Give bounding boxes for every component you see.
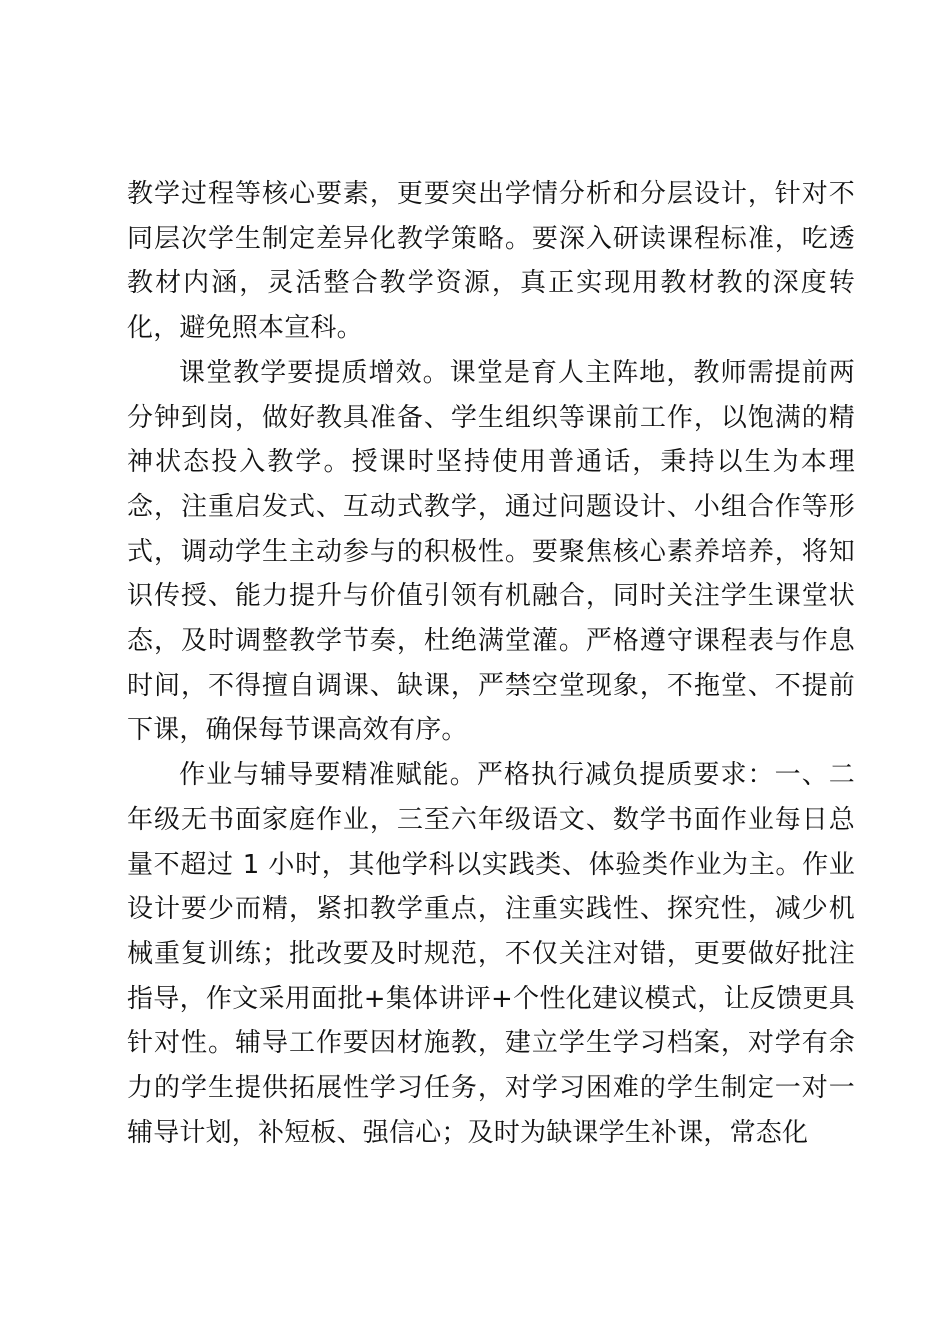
paragraph-homework-tutoring: 作业与辅导要精准赋能。严格执行减负提质要求：一、二年级无书面家庭作业，三至六年级语文、数学书面作业每日总量不超过 1 小时，其他学科以实践类、体验类作业为主。作业设计要少而精，紧扣教学重点，注重实践性、探究性，减少机械重复训练；批改要及时规范，不仅关注对错，更要做好批注指导，作文采用面批+集体讲评+个性化建议模式，让反馈更具针对性。辅导工作要因材施教，建立学生学习档案，对学有余力的学生提供拓展性学习任务，对学习困难的学生制定一对一辅导计划，补短板、强信心；及时为缺课学生补课，常态化 (127, 760, 855, 1148)
paragraph-classroom-teaching: 课堂教学要提质增效。课堂是育人主阵地，教师需提前两分钟到岗，做好教具准备、学生组织等课前工作，以饱满的精神状态投入教学。授课时坚持使用普通话，秉持以生为本理念，注重启发式、互动式教学，通过问题设计、小组合作等形式，调动学生主动参与的积极性。要聚焦核心素养培养，将知识传授、能力提升与价值引领有机融合，同时关注学生课堂状态，及时调整教学节奏，杜绝满堂灌。严格遵守课程表与作息时间，不得擅自调课、缺课，严禁空堂现象，不拖堂、不提前下课，确保每节课高效有序。 (127, 357, 855, 746)
paragraph-continuation: 教学过程等核心要素，更要突出学情分析和分层设计，针对不同层次学生制定差异化教学策略。要深入研读课程标准，吃透教材内涵，灵活整合教学资源，真正实现用教材教的深度转化，避免照本宣科。 (127, 179, 855, 344)
document-page (127, 172, 855, 1155)
